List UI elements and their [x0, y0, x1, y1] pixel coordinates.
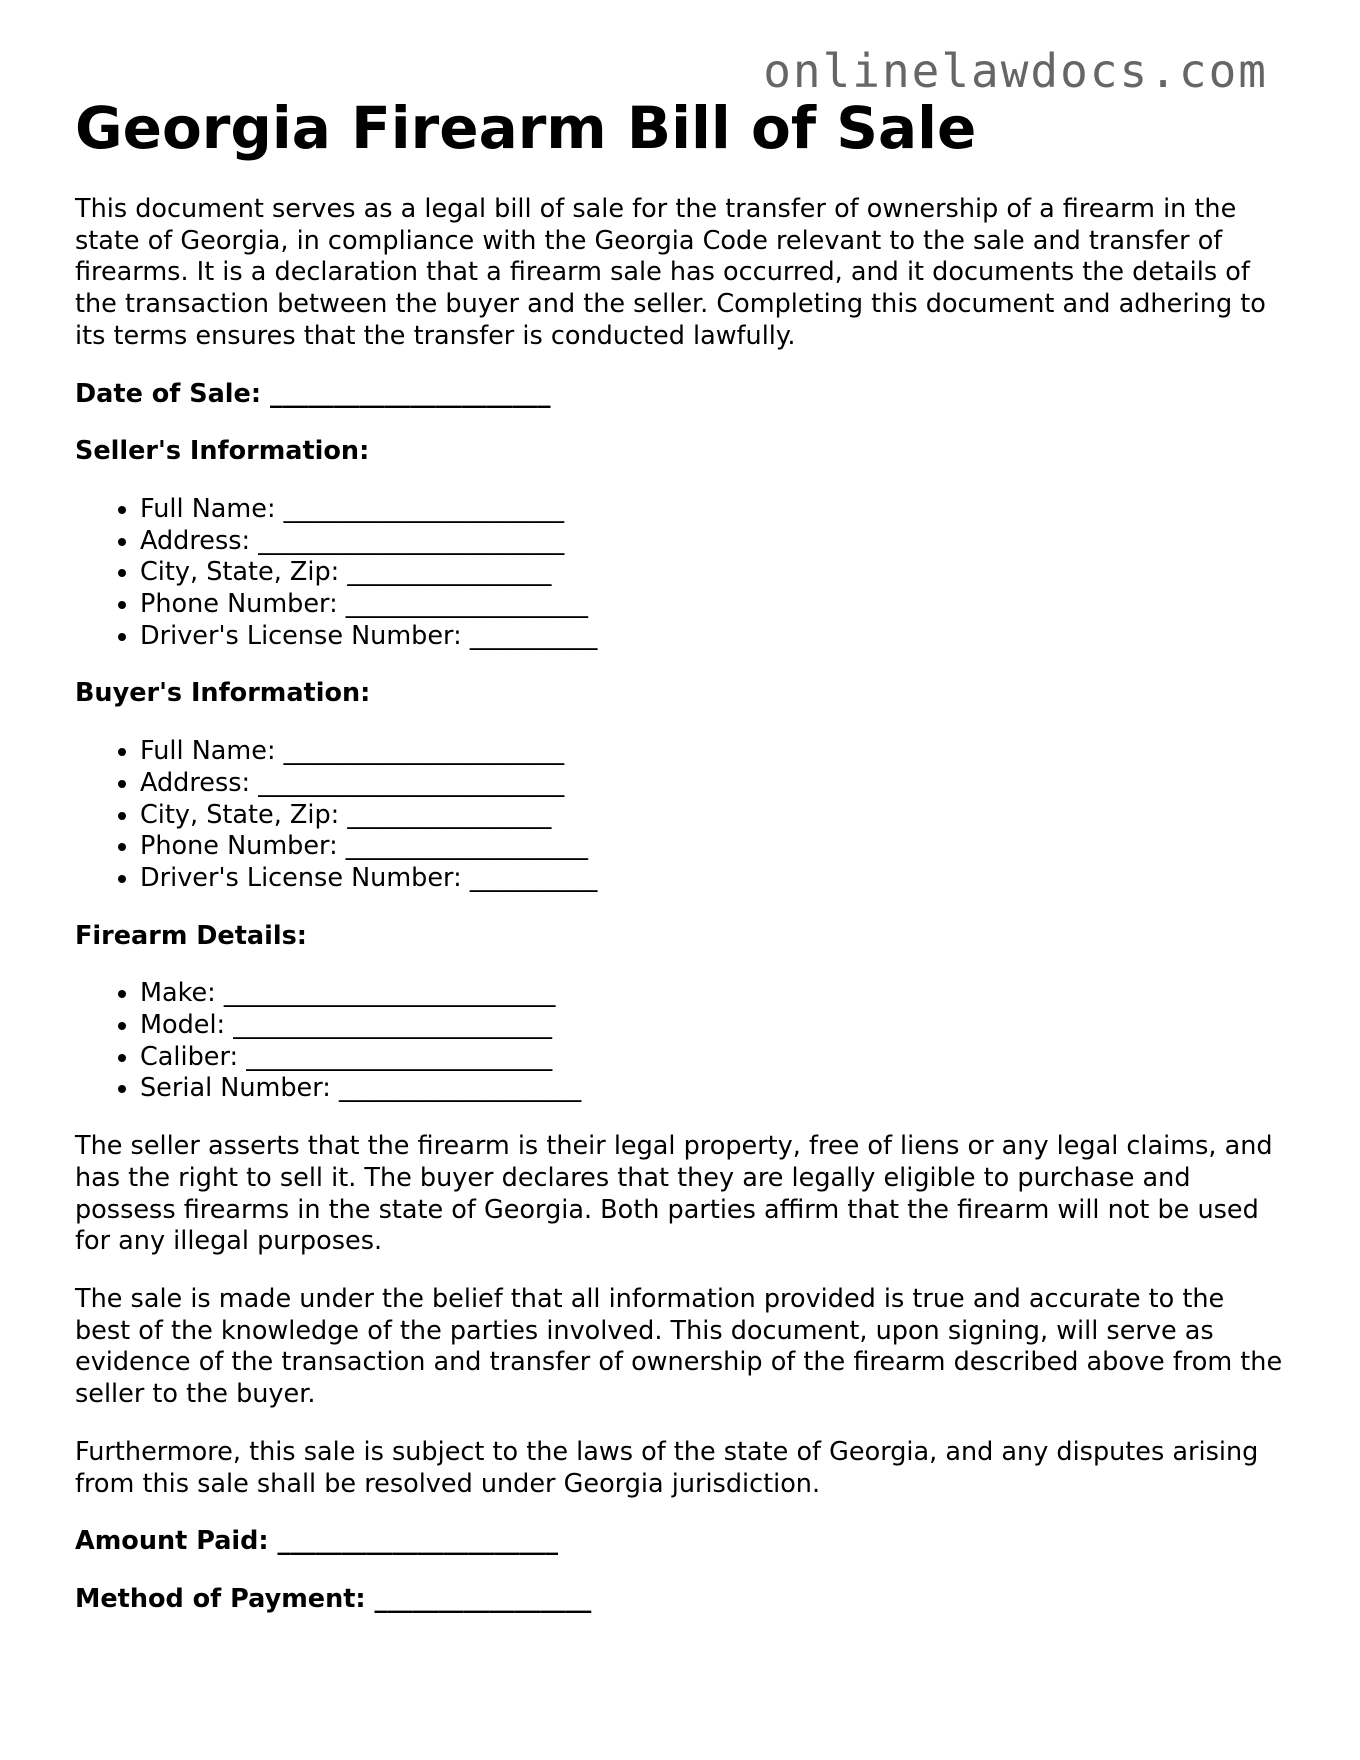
field-blank: ___________________ [345, 589, 589, 620]
method-of-payment-label: Method of Payment: [75, 1583, 366, 1614]
field-label: Full Name: [140, 736, 276, 767]
field-label: Serial Number: [140, 1073, 331, 1104]
seller-fields-list [75, 494, 1285, 653]
field-blank: __________ [469, 620, 598, 651]
firearm-fields-list [75, 978, 1285, 1105]
field-blank: _________________________ [233, 1010, 553, 1041]
date-of-sale-field [75, 379, 1285, 411]
field-label: Driver's License Number: [140, 862, 462, 893]
field-label: Model: [140, 1010, 226, 1041]
seller-license-item [140, 621, 1285, 653]
field-label: Full Name: [140, 493, 276, 524]
field-blank: ________________ [347, 557, 552, 588]
intro-paragraph: This document serves as a legal bill of sale for the transfer of ownership of a firearm in the state of Georgia, in compliance with the Georgia Code relevant to the sale and transfer of firearms. It is a declaration that a firearm sale has occurred, and it documents the details of the transaction between the buyer and the seller. Completing this document and adhering to its terms ensures that the transfer is conducted lawfully. [75, 194, 1266, 351]
document-body [75, 194, 1285, 1642]
field-label: Make: [140, 978, 216, 1009]
buyer-city-state-zip-item [140, 800, 1285, 832]
firearm-model-item [140, 1010, 1285, 1042]
field-blank: ________________ [347, 799, 552, 830]
buyer-license-item [140, 863, 1285, 895]
date-of-sale-label: Date of Sale: [75, 378, 262, 409]
seller-city-state-zip-item [140, 557, 1285, 589]
amount-paid-blank: ______________________ [277, 1526, 558, 1557]
buyer-phone-item [140, 831, 1285, 863]
buyer-full-name-item [140, 736, 1285, 768]
seller-full-name-item [140, 494, 1285, 526]
field-label: Phone Number: [140, 589, 338, 620]
method-of-payment-blank: _________________ [374, 1583, 592, 1614]
field-blank: __________ [469, 862, 598, 893]
field-blank: __________________________ [223, 978, 556, 1009]
firearm-serial-item [140, 1073, 1285, 1105]
seller-heading: Seller's Information: [75, 436, 370, 467]
amount-paid-field [75, 1526, 1285, 1558]
field-label: Phone Number: [140, 831, 338, 862]
accuracy-paragraph: The sale is made under the belief that all information provided is true and accurate to the best of the knowledge of the parties involved. This document, upon signing, will serve as evidence of the transaction and transfer of ownership of the firearm described above from the seller to the buyer. [75, 1283, 1283, 1410]
field-label: Address: [140, 525, 251, 556]
method-of-payment-field [75, 1584, 1285, 1616]
field-label: City, State, Zip: [140, 557, 340, 588]
field-blank: ________________________ [258, 525, 565, 556]
date-of-sale-blank: ______________________ [269, 378, 551, 409]
field-label: City, State, Zip: [140, 799, 340, 830]
jurisdiction-paragraph: Furthermore, this sale is subject to the laws of the state of Georgia, and any disputes arising from this sale shall be resolved under Georgia jurisdiction. [75, 1436, 1259, 1499]
field-label: Driver's License Number: [140, 620, 462, 651]
buyer-fields-list [75, 736, 1285, 895]
field-blank: ________________________ [258, 767, 565, 798]
field-label: Address: [140, 767, 251, 798]
field-blank: ______________________ [283, 736, 565, 767]
watermark: onlinelawdocs.com [763, 44, 1268, 98]
firearm-make-item [140, 978, 1285, 1010]
seller-phone-item [140, 589, 1285, 621]
amount-paid-label: Amount Paid: [75, 1526, 269, 1557]
field-blank: ___________________ [345, 831, 589, 862]
document-title: Georgia Firearm Bill of Sale [75, 94, 977, 162]
field-blank: ________________________ [246, 1041, 553, 1072]
buyer-heading: Buyer's Information: [75, 678, 371, 709]
field-label: Caliber: [140, 1041, 239, 1072]
field-blank: ______________________ [283, 493, 565, 524]
firearm-caliber-item [140, 1042, 1285, 1074]
field-blank: ___________________ [338, 1073, 582, 1104]
ownership-paragraph: The seller asserts that the firearm is their legal property, free of liens or any legal claims, and has the right to sell it. The buyer declares that they are legally eligible to purchase and possess firearms in the state of Georgia. Both parties affirm that the firearm will not be used for any illegal purposes. [75, 1131, 1273, 1257]
buyer-address-item [140, 768, 1285, 800]
seller-address-item [140, 526, 1285, 558]
firearm-heading: Firearm Details: [75, 920, 307, 951]
